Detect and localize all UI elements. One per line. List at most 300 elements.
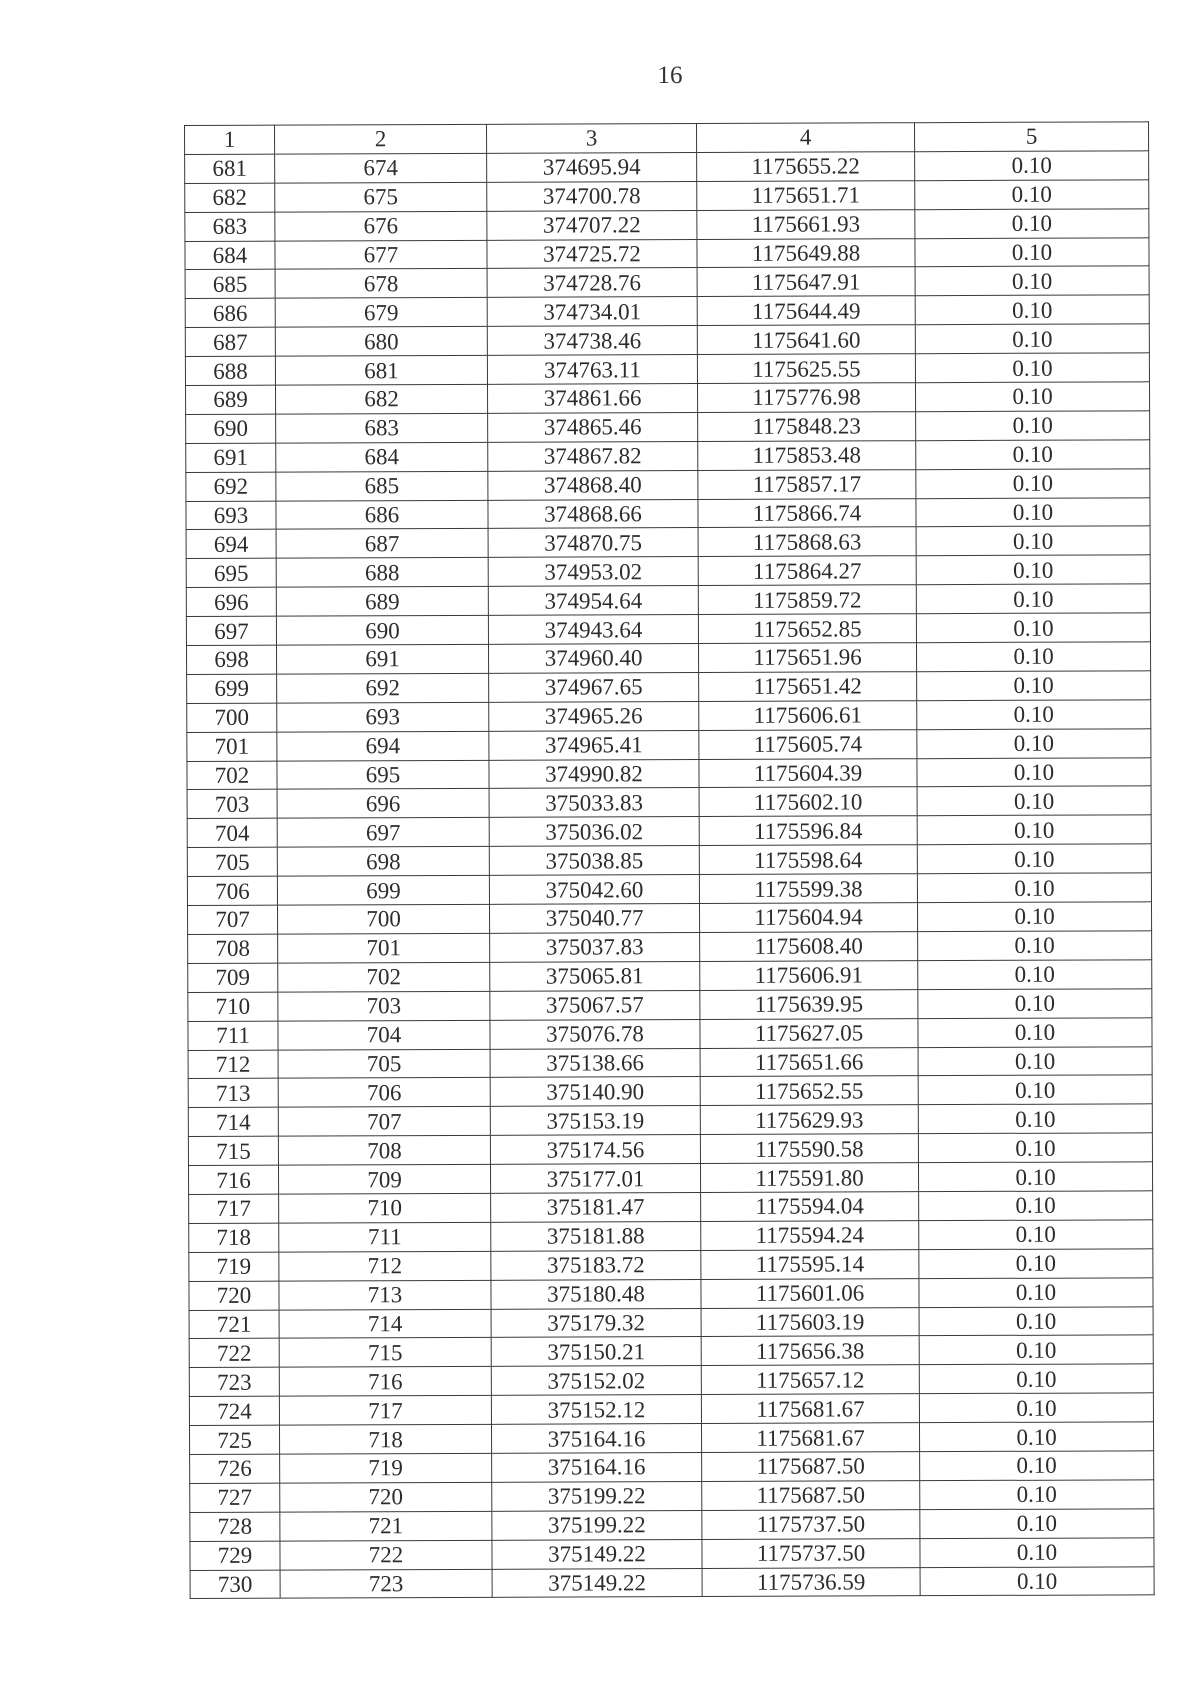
table-cell-col-2: 683 [276, 413, 488, 443]
table-cell-col-5: 0.10 [918, 1133, 1152, 1163]
table-cell-col-2: 680 [275, 327, 487, 357]
table-cell-col-1: 689 [186, 385, 276, 414]
table-cell-col-4: 1175590.58 [700, 1134, 918, 1164]
table-row [188, 1017, 1152, 1050]
table-cell-col-2: 711 [279, 1222, 491, 1252]
table-cell-col-3: 374867.82 [488, 441, 698, 471]
table-cell-col-1: 692 [186, 472, 276, 501]
table-row [185, 208, 1149, 241]
table-cell-col-2: 693 [277, 702, 489, 732]
table-cell-col-5: 0.10 [916, 440, 1150, 470]
table-row [185, 324, 1149, 357]
table-cell-col-1: 702 [187, 761, 277, 790]
table-cell-col-2: 722 [280, 1540, 492, 1570]
table-cell-col-3: 374965.41 [489, 730, 699, 760]
table-cell-col-2: 687 [276, 529, 488, 559]
table-cell-col-1: 708 [188, 934, 278, 963]
table-cell-col-4: 1175681.67 [701, 1423, 919, 1453]
table-cell-col-1: 701 [187, 732, 277, 761]
table-cell-col-5: 0.10 [919, 1393, 1153, 1423]
table-cell-col-1: 683 [185, 212, 275, 241]
table-cell-col-2: 675 [275, 182, 487, 212]
table-cell-col-4: 1175652.55 [700, 1076, 918, 1106]
table-cell-col-3: 375149.22 [492, 1568, 702, 1598]
table-row [186, 526, 1150, 559]
table-cell-col-1: 706 [187, 876, 277, 905]
table-row [186, 613, 1150, 646]
table-cell-col-3: 374965.26 [489, 701, 699, 731]
table-cell-col-2: 674 [275, 153, 487, 183]
table-cell-col-1: 691 [186, 443, 276, 472]
table-cell-col-2: 712 [279, 1251, 491, 1281]
table-row [186, 555, 1150, 588]
table-cell-col-4: 1175652.85 [698, 614, 916, 644]
table-row [188, 1133, 1152, 1166]
table-cell-col-5: 0.10 [919, 1306, 1153, 1336]
table-row [190, 1480, 1154, 1513]
table-row [189, 1364, 1153, 1397]
table-cell-col-1: 709 [188, 963, 278, 992]
table-row [185, 180, 1149, 213]
table-cell-col-1: 703 [187, 790, 277, 819]
table-row [187, 815, 1151, 848]
table-cell-col-2: 698 [277, 847, 489, 877]
table-cell-col-5: 0.10 [916, 468, 1150, 498]
table-cell-col-2: 685 [276, 471, 488, 501]
table-cell-col-3: 375067.57 [490, 990, 700, 1020]
table-cell-col-5: 0.10 [916, 555, 1150, 585]
table-row [189, 1249, 1153, 1282]
table-cell-col-4: 1175681.67 [701, 1394, 919, 1424]
table-cell-col-3: 375140.90 [490, 1077, 700, 1107]
table-row [186, 584, 1150, 617]
table-cell-col-3: 374700.78 [487, 181, 697, 211]
table-cell-col-5: 0.10 [915, 208, 1149, 238]
table-cell-col-3: 375150.21 [491, 1337, 701, 1367]
table-cell-col-4: 1175737.50 [702, 1509, 920, 1539]
table-cell-col-3: 375042.60 [489, 875, 699, 905]
table-row [189, 1335, 1153, 1368]
table-cell-col-2: 717 [279, 1396, 491, 1426]
table-cell-col-3: 375180.48 [491, 1279, 701, 1309]
table-cell-col-4: 1175868.63 [698, 527, 916, 557]
table-cell-col-5: 0.10 [915, 237, 1149, 267]
table-row [190, 1509, 1154, 1542]
table-cell-col-1: 707 [187, 905, 277, 934]
table-cell-col-5: 0.10 [917, 671, 1151, 701]
table-cell-col-2: 688 [276, 558, 488, 588]
table-row [186, 468, 1150, 501]
table-cell-col-2: 681 [275, 355, 487, 385]
table-cell-col-2: 695 [277, 760, 489, 790]
table-cell-col-4: 1175604.39 [699, 758, 917, 788]
table-row [188, 1075, 1152, 1108]
table-cell-col-2: 694 [277, 731, 489, 761]
table-cell-col-2: 679 [275, 298, 487, 328]
table-cell-col-2: 691 [276, 644, 488, 674]
table-cell-col-1: 690 [186, 414, 276, 443]
table-cell-col-2: 702 [278, 962, 490, 992]
table-cell-col-1: 718 [189, 1223, 279, 1252]
table-cell-col-5: 0.10 [919, 1277, 1153, 1307]
table-cell-col-3: 374967.65 [489, 672, 699, 702]
table-cell-col-5: 0.10 [920, 1537, 1154, 1567]
table-cell-col-2: 689 [276, 587, 488, 617]
table-cell-col-2: 684 [276, 442, 488, 472]
table-cell-col-5: 0.10 [919, 1220, 1153, 1250]
table-cell-col-3: 374738.46 [487, 326, 697, 356]
table-cell-col-3: 374865.46 [488, 412, 698, 442]
table-cell-col-2: 714 [279, 1309, 491, 1339]
table-cell-col-1: 730 [190, 1570, 280, 1599]
table-cell-col-3: 375036.02 [489, 817, 699, 847]
table-row [189, 1191, 1153, 1224]
table-cell-col-1: 687 [185, 327, 275, 356]
table-cell-col-1: 694 [186, 530, 276, 559]
table-cell-col-3: 375033.83 [489, 788, 699, 818]
table-cell-col-4: 1175687.50 [702, 1452, 920, 1482]
table-cell-col-3: 375177.01 [490, 1164, 700, 1194]
table-cell-col-2: 704 [278, 1020, 490, 1050]
table-header-row [185, 122, 1149, 155]
table-cell-col-5: 0.10 [915, 295, 1149, 325]
table-cell-col-5: 0.10 [918, 960, 1152, 990]
table-cell-col-4: 1175627.05 [700, 1018, 918, 1048]
table-cell-col-4: 1175608.40 [700, 932, 918, 962]
table-cell-col-4: 1175599.38 [699, 874, 917, 904]
table-cell-col-5: 0.10 [918, 1104, 1152, 1134]
table-cell-col-1: 714 [188, 1107, 278, 1136]
table-cell-col-2: 715 [279, 1338, 491, 1368]
column-header-3: 3 [486, 124, 696, 154]
table-cell-col-4: 1175594.04 [701, 1192, 919, 1222]
table-cell-col-5: 0.10 [918, 989, 1152, 1019]
page-number: 16 [657, 62, 683, 89]
table-cell-col-1: 724 [189, 1396, 279, 1425]
table-cell-col-1: 719 [189, 1252, 279, 1281]
table-cell-col-1: 700 [187, 703, 277, 732]
table-cell-col-2: 708 [278, 1136, 490, 1166]
table-cell-col-1: 684 [185, 241, 275, 270]
table-cell-col-5: 0.10 [916, 526, 1150, 556]
table-row [187, 671, 1151, 704]
table-cell-col-5: 0.10 [915, 382, 1149, 412]
table-row [190, 1537, 1154, 1570]
table-cell-col-4: 1175629.93 [700, 1105, 918, 1135]
table-cell-col-4: 1175596.84 [699, 816, 917, 846]
table-row [190, 1451, 1154, 1484]
table-row [185, 151, 1149, 184]
table-cell-col-3: 374870.75 [488, 528, 698, 558]
table-cell-col-1: 717 [189, 1194, 279, 1223]
table-row [185, 353, 1149, 386]
table-cell-col-4: 1175848.23 [698, 412, 916, 442]
table-cell-col-3: 375152.12 [491, 1395, 701, 1425]
table-cell-col-1: 722 [189, 1339, 279, 1368]
table-cell-col-3: 375065.81 [490, 961, 700, 991]
table-cell-col-1: 705 [187, 847, 277, 876]
table-cell-col-4: 1175687.50 [702, 1481, 920, 1511]
table-cell-col-4: 1175606.91 [700, 961, 918, 991]
table-cell-col-3: 375038.85 [489, 846, 699, 876]
table-cell-col-5: 0.10 [917, 873, 1151, 903]
table-cell-col-1: 704 [187, 819, 277, 848]
table-cell-col-2: 682 [275, 384, 487, 414]
table-cell-col-4: 1175598.64 [699, 845, 917, 875]
table-cell-col-4: 1175594.24 [701, 1221, 919, 1251]
table-cell-col-3: 375181.88 [491, 1221, 701, 1251]
table-cell-col-1: 726 [190, 1454, 280, 1483]
table-cell-col-1: 721 [189, 1310, 279, 1339]
table-cell-col-3: 375181.47 [491, 1192, 701, 1222]
table-cell-col-4: 1175651.42 [699, 672, 917, 702]
column-header-2: 2 [275, 124, 487, 154]
table-cell-col-1: 716 [188, 1165, 278, 1194]
table-cell-col-1: 693 [186, 501, 276, 530]
table-cell-col-1: 710 [188, 992, 278, 1021]
table-cell-col-4: 1175661.93 [697, 209, 915, 239]
table-cell-col-2: 718 [279, 1424, 491, 1454]
table-cell-col-3: 375037.83 [490, 932, 700, 962]
table-row [187, 757, 1151, 790]
table-cell-col-3: 374868.66 [488, 499, 698, 529]
table-cell-col-3: 375152.02 [491, 1366, 701, 1396]
table-cell-col-2: 720 [280, 1482, 492, 1512]
table-cell-col-3: 375164.16 [492, 1452, 702, 1482]
table-cell-col-4: 1175647.91 [697, 267, 915, 297]
table-cell-col-2: 686 [276, 500, 488, 530]
table-cell-col-4: 1175853.48 [698, 440, 916, 470]
table-cell-col-3: 374734.01 [487, 297, 697, 327]
table-cell-col-3: 374990.82 [489, 759, 699, 789]
table-cell-col-2: 699 [277, 875, 489, 905]
table-cell-col-1: 713 [188, 1079, 278, 1108]
table-cell-col-5: 0.10 [915, 151, 1149, 181]
table-cell-col-5: 0.10 [916, 613, 1150, 643]
table-row [186, 642, 1150, 675]
table-cell-col-1: 723 [189, 1367, 279, 1396]
table-cell-col-1: 682 [185, 183, 275, 212]
table-cell-col-2: 678 [275, 269, 487, 299]
table-cell-col-1: 695 [186, 559, 276, 588]
table-row [189, 1306, 1153, 1339]
table-cell-col-3: 374954.64 [488, 586, 698, 616]
table-cell-col-1: 729 [190, 1541, 280, 1570]
table-cell-col-3: 375179.32 [491, 1308, 701, 1338]
table-cell-col-5: 0.10 [919, 1191, 1153, 1221]
table-cell-col-1: 685 [185, 270, 275, 299]
table-cell-col-5: 0.10 [915, 266, 1149, 296]
table-cell-col-1: 697 [186, 616, 276, 645]
table-cell-col-2: 692 [277, 673, 489, 703]
table-cell-col-4: 1175651.66 [700, 1047, 918, 1077]
column-header-1: 1 [185, 125, 275, 154]
table-cell-col-5: 0.10 [917, 757, 1151, 787]
table-cell-col-1: 712 [188, 1050, 278, 1079]
table-cell-col-3: 375076.78 [490, 1019, 700, 1049]
table-row [188, 989, 1152, 1022]
table-cell-col-4: 1175657.12 [701, 1365, 919, 1395]
table-cell-col-4: 1175644.49 [697, 296, 915, 326]
table-row [187, 786, 1151, 819]
table-row [187, 844, 1151, 877]
table-cell-col-2: 713 [279, 1280, 491, 1310]
table-cell-col-4: 1175651.96 [698, 643, 916, 673]
table-cell-col-1: 727 [190, 1483, 280, 1512]
table-row [185, 266, 1149, 299]
table-cell-col-5: 0.10 [917, 700, 1151, 730]
table-cell-col-2: 701 [278, 933, 490, 963]
table-cell-col-5: 0.10 [917, 728, 1151, 758]
table-cell-col-4: 1175591.80 [700, 1163, 918, 1193]
table-cell-col-1: 688 [185, 356, 275, 385]
table-row [188, 1046, 1152, 1079]
table-cell-col-5: 0.10 [920, 1509, 1154, 1539]
table-cell-col-1: 728 [190, 1512, 280, 1541]
table-cell-col-2: 677 [275, 240, 487, 270]
table-cell-col-5: 0.10 [919, 1249, 1153, 1279]
table-cell-col-4: 1175859.72 [698, 585, 916, 615]
table-cell-col-4: 1175864.27 [698, 556, 916, 586]
table-row [188, 931, 1152, 964]
table-row [187, 873, 1151, 906]
table-cell-col-1: 725 [189, 1425, 279, 1454]
table-row [189, 1277, 1153, 1310]
table-cell-col-3: 375199.22 [492, 1510, 702, 1540]
table-cell-col-3: 375138.66 [490, 1048, 700, 1078]
table-cell-col-5: 0.10 [920, 1566, 1154, 1596]
table-cell-col-5: 0.10 [918, 1046, 1152, 1076]
table-row [185, 295, 1149, 328]
table-cell-col-3: 375040.77 [489, 904, 699, 934]
table-cell-col-5: 0.10 [920, 1451, 1154, 1481]
table-cell-col-4: 1175604.94 [699, 903, 917, 933]
table-cell-col-4: 1175656.38 [701, 1336, 919, 1366]
table-cell-col-2: 710 [279, 1193, 491, 1223]
table-row [188, 960, 1152, 993]
table-cell-col-5: 0.10 [916, 584, 1150, 614]
table-cell-col-1: 699 [187, 674, 277, 703]
column-header-5: 5 [914, 122, 1148, 152]
table-cell-col-3: 374960.40 [488, 644, 698, 674]
table-cell-col-5: 0.10 [918, 1075, 1152, 1105]
table-cell-col-1: 681 [185, 154, 275, 183]
table-cell-col-4: 1175737.50 [702, 1538, 920, 1568]
table-cell-col-3: 374861.66 [487, 384, 697, 414]
table-cell-col-5: 0.10 [917, 786, 1151, 816]
table-cell-col-4: 1175606.61 [699, 701, 917, 731]
table-cell-col-5: 0.10 [916, 411, 1150, 441]
table-cell-col-5: 0.10 [917, 815, 1151, 845]
table-cell-col-3: 374953.02 [488, 557, 698, 587]
table-cell-col-2: 706 [278, 1078, 490, 1108]
table-cell-col-3: 374728.76 [487, 268, 697, 298]
table-cell-col-2: 707 [278, 1107, 490, 1137]
table-cell-col-5: 0.10 [918, 931, 1152, 961]
table-cell-col-2: 700 [277, 904, 489, 934]
table-row [186, 382, 1150, 415]
table-cell-col-3: 375174.56 [490, 1135, 700, 1165]
table-cell-col-2: 703 [278, 991, 490, 1021]
table-cell-col-5: 0.10 [918, 1017, 1152, 1047]
table-cell-col-4: 1175736.59 [702, 1567, 920, 1597]
table-cell-col-2: 723 [280, 1569, 492, 1599]
table-row [186, 411, 1150, 444]
table-cell-col-5: 0.10 [915, 180, 1149, 210]
table-cell-col-2: 721 [280, 1511, 492, 1541]
table-cell-col-1: 711 [188, 1021, 278, 1050]
table-cell-col-3: 374763.11 [487, 355, 697, 385]
table-row [188, 1162, 1152, 1195]
table-body [185, 151, 1155, 1599]
table-cell-col-4: 1175649.88 [697, 238, 915, 268]
table-cell-col-4: 1175776.98 [697, 383, 915, 413]
table-cell-col-5: 0.10 [919, 1422, 1153, 1452]
table-row [189, 1220, 1153, 1253]
table-cell-col-4: 1175595.14 [701, 1249, 919, 1279]
table-cell-col-2: 676 [275, 211, 487, 241]
table-row [188, 1104, 1152, 1137]
table-cell-col-5: 0.10 [915, 324, 1149, 354]
table-row [186, 497, 1150, 530]
table-row [189, 1393, 1153, 1426]
table-cell-col-5: 0.10 [917, 902, 1151, 932]
table-cell-col-5: 0.10 [919, 1335, 1153, 1365]
table-cell-col-2: 690 [276, 615, 488, 645]
table-row [189, 1422, 1153, 1455]
table-row [187, 700, 1151, 733]
table-cell-col-2: 697 [277, 818, 489, 848]
table-cell-col-5: 0.10 [915, 353, 1149, 383]
table-cell-col-3: 375153.19 [490, 1106, 700, 1136]
table-cell-col-5: 0.10 [920, 1480, 1154, 1510]
table-cell-col-1: 715 [188, 1136, 278, 1165]
table-cell-col-4: 1175641.60 [697, 325, 915, 355]
table-cell-col-3: 375183.72 [491, 1250, 701, 1280]
table-cell-col-3: 374943.64 [488, 615, 698, 645]
table-row [187, 902, 1151, 935]
table-cell-col-5: 0.10 [916, 642, 1150, 672]
table-row [186, 440, 1150, 473]
table-cell-col-3: 374695.94 [487, 152, 697, 182]
table-cell-col-2: 705 [278, 1049, 490, 1079]
table-row [185, 237, 1149, 270]
table-cell-col-1: 696 [186, 587, 276, 616]
coordinates-table [184, 121, 1155, 1599]
table-cell-col-1: 686 [185, 298, 275, 327]
table-cell-col-1: 720 [189, 1281, 279, 1310]
table-cell-col-4: 1175603.19 [701, 1307, 919, 1337]
table-cell-col-5: 0.10 [919, 1364, 1153, 1394]
table-cell-col-3: 374707.22 [487, 210, 697, 240]
table-cell-col-4: 1175625.55 [697, 354, 915, 384]
table-cell-col-2: 719 [280, 1453, 492, 1483]
column-header-4: 4 [696, 123, 914, 153]
table-cell-col-5: 0.10 [918, 1162, 1152, 1192]
table-row [190, 1566, 1154, 1599]
table-cell-col-5: 0.10 [917, 844, 1151, 874]
table-cell-col-3: 375199.22 [492, 1481, 702, 1511]
table-row [187, 728, 1151, 761]
table-cell-col-4: 1175866.74 [698, 498, 916, 528]
table-cell-col-3: 375164.16 [491, 1424, 701, 1454]
table-cell-col-4: 1175639.95 [700, 989, 918, 1019]
table-cell-col-4: 1175857.17 [698, 469, 916, 499]
table-cell-col-4: 1175651.71 [697, 180, 915, 210]
table-cell-col-2: 716 [279, 1367, 491, 1397]
table-cell-col-2: 709 [278, 1164, 490, 1194]
table-cell-col-3: 374725.72 [487, 239, 697, 269]
